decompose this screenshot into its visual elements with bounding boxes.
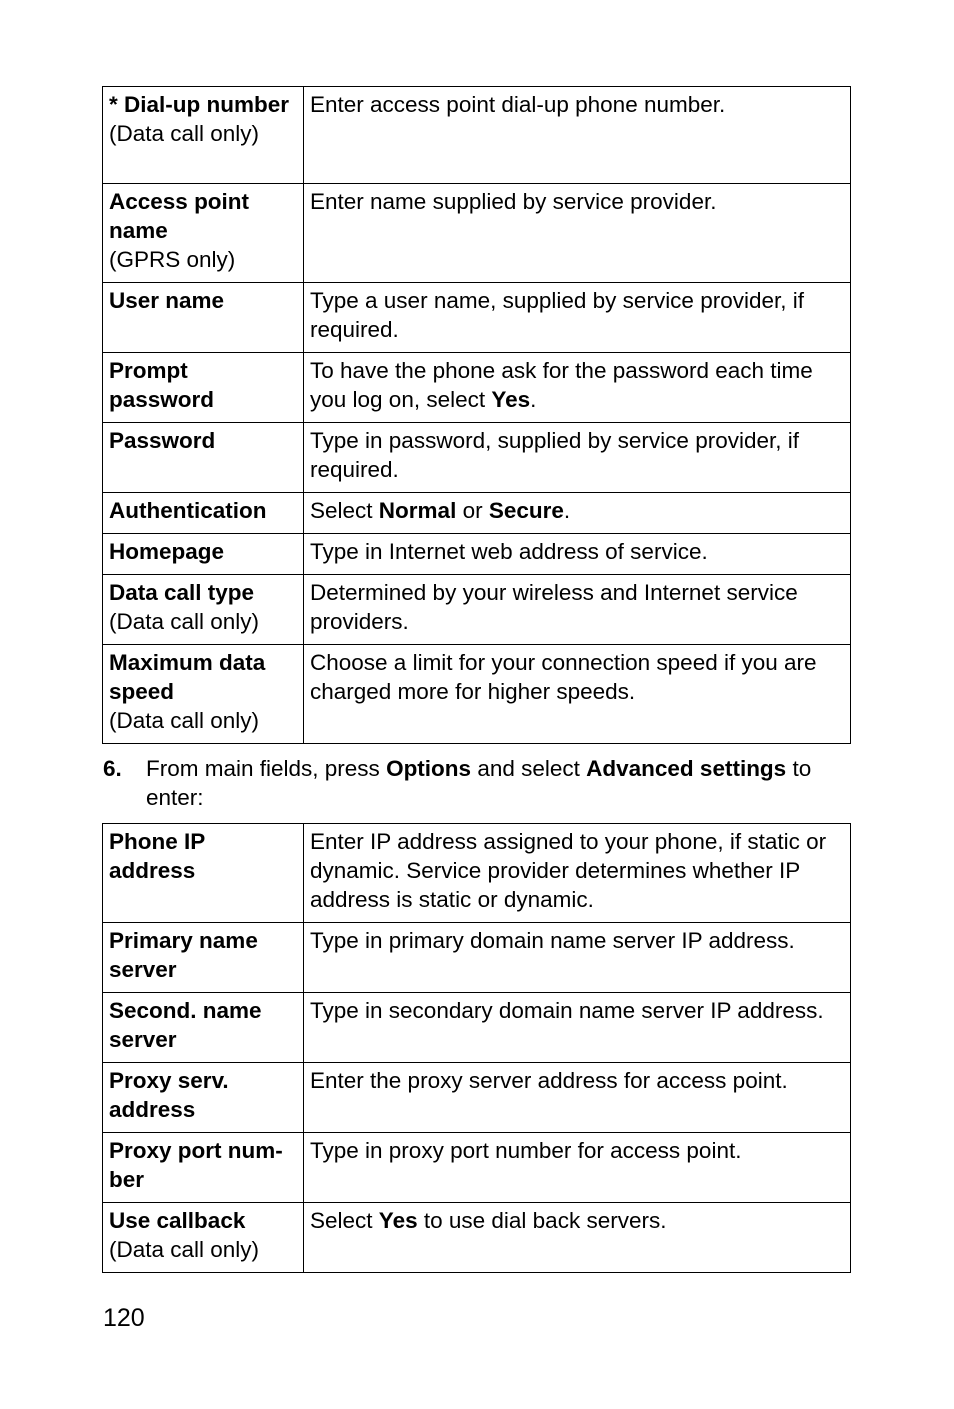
setting-name-cell [103,993,304,1063]
table-row [103,1203,851,1273]
page-number: 120 [103,1304,145,1332]
setting-description: Type in password, supplied by service provider, if required. [304,423,851,493]
setting-name-cell [103,1203,304,1273]
setting-qualifier: (Data call only) [109,1237,260,1262]
setting-description: Type in secondary domain name server IP address. [304,993,851,1063]
table-row [103,184,851,283]
setting-qualifier: (Data call only) [109,121,260,146]
setting-qualifier: (Data call only) [109,708,260,733]
setting-name-cell [103,534,304,575]
setting-name: Primary name server [109,928,258,982]
setting-description: Select Normal or Secure. [304,493,851,534]
setting-name: Use callback [109,1208,246,1233]
setting-name: Password [109,428,216,453]
step-instruction [103,754,823,812]
setting-name: Phone IP address [109,829,205,883]
setting-name-cell [103,645,304,744]
setting-name: Second. name server [109,998,262,1052]
setting-description: Enter name supplied by service provider. [304,184,851,283]
setting-description: Select Yes to use dial back servers. [304,1203,851,1273]
table-row [103,534,851,575]
setting-name-cell [103,423,304,493]
table-row [103,645,851,744]
table-row [103,993,851,1063]
table-row [103,87,851,184]
setting-name-cell [103,87,304,184]
table-row [103,493,851,534]
setting-qualifier: (GPRS only) [109,247,236,272]
table-row [103,923,851,993]
setting-name-cell [103,353,304,423]
setting-description: Determined by your wireless and Internet service providers. [304,575,851,645]
setting-description: Type a user name, supplied by service provider, if required. [304,283,851,353]
advanced-settings-table [102,823,851,1273]
setting-description: Type in Internet web address of service. [304,534,851,575]
step-number: 6. [103,756,122,781]
setting-name-cell [103,923,304,993]
table-row [103,423,851,493]
setting-name: Proxy serv. address [109,1068,229,1122]
step-text: From main fields, press Options and select Advanced settings to enter: [146,756,812,810]
setting-name-cell [103,824,304,923]
setting-description: Enter IP address assigned to your phone, if static or dynamic. Service provider determines whether IP address is static or dynamic. [304,824,851,923]
table-row [103,353,851,423]
setting-name: Proxy port num-ber [109,1138,283,1192]
setting-name: User name [109,288,225,313]
table-row [103,1063,851,1133]
setting-description: Type in proxy port number for access point. [304,1133,851,1203]
setting-name-cell [103,1063,304,1133]
setting-qualifier: (Data call only) [109,609,260,634]
setting-name-cell [103,493,304,534]
dialup-settings-table [102,86,851,744]
table-row [103,824,851,923]
setting-description: Choose a limit for your connection speed if you are charged more for higher speeds. [304,645,851,744]
setting-name: Homepage [109,539,225,564]
setting-description: Enter the proxy server address for access point. [304,1063,851,1133]
setting-description: Type in primary domain name server IP address. [304,923,851,993]
table-row [103,1133,851,1203]
setting-name-cell [103,575,304,645]
table-row [103,283,851,353]
setting-name: Maximum data speed [109,650,266,704]
setting-name: Data call type [109,580,255,605]
setting-name: Access point name [109,189,250,243]
setting-name-cell [103,1133,304,1203]
setting-name: * Dial-up number [109,92,290,117]
setting-name: Authentication [109,498,267,523]
setting-description: Enter access point dial-up phone number. [304,87,851,184]
setting-name-cell [103,283,304,353]
setting-name: Prompt password [109,358,215,412]
table-row [103,575,851,645]
setting-name-cell [103,184,304,283]
setting-description: To have the phone ask for the password each time you log on, select Yes. [304,353,851,423]
